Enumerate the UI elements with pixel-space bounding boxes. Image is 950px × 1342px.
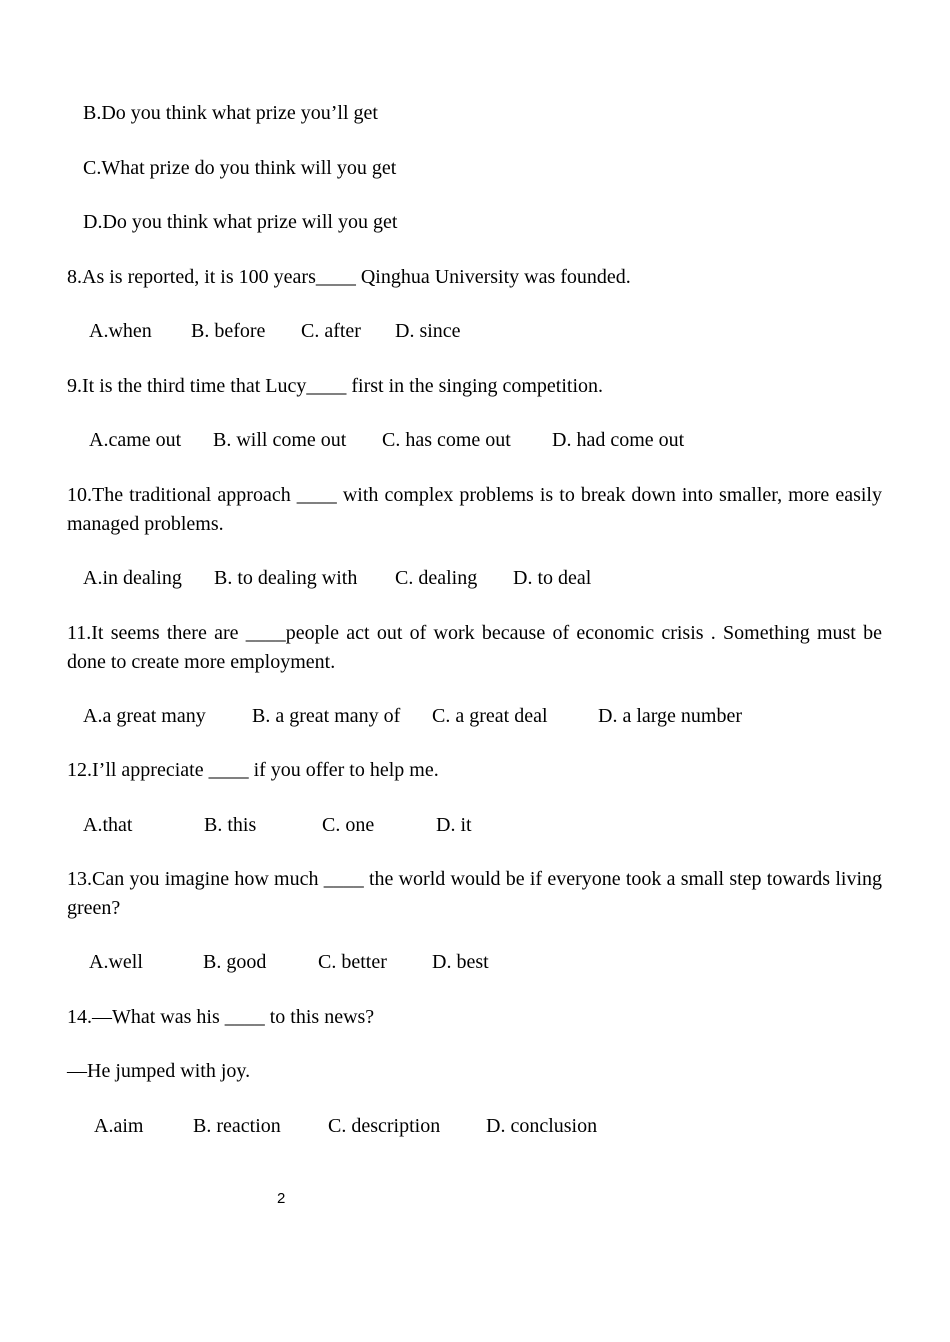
q11-option-d: D. a large number [598, 705, 743, 727]
q12-stem: 12.I’ll appreciate ____ if you offer to help me. [67, 759, 439, 781]
q9-option-d: D. had come out [552, 429, 685, 451]
q7-option-c: C.What prize do you think will you get [83, 157, 397, 179]
q13-stem: 13.Can you imagine how much ____ the world would be if everyone took a small step towards living green? [67, 868, 882, 919]
q13-option-c: C. better [318, 951, 387, 973]
q9-option-a: A.came out [89, 429, 182, 451]
q10-stem: 10.The traditional approach ____ with complex problems is to break down into smaller, more easily managed problems. [67, 484, 882, 535]
q8-option-a: A.when [89, 320, 152, 342]
q9-option-b: B. will come out [213, 429, 347, 451]
q11-option-c: C. a great deal [432, 705, 548, 727]
q14-stem: 14.—What was his ____ to this news? [67, 1006, 375, 1028]
q8-option-d: D. since [395, 320, 461, 342]
q12-option-b: B. this [204, 814, 257, 836]
q10-option-c: C. dealing [395, 567, 478, 589]
q9-option-c: C. has come out [382, 429, 511, 451]
q14-reply: —He jumped with joy. [67, 1060, 251, 1082]
q13-option-b: B. good [203, 951, 267, 973]
page-number: 2 [277, 1190, 286, 1207]
q7-option-d: D.Do you think what prize will you get [83, 211, 398, 233]
q8-option-b: B. before [191, 320, 266, 342]
q14-option-d: D. conclusion [486, 1115, 598, 1137]
q11-option-a: A.a great many [83, 705, 206, 727]
q7-option-b: B.Do you think what prize you’ll get [83, 102, 378, 124]
q8-stem: 8.As is reported, it is 100 years____ Qinghua University was founded. [67, 266, 631, 288]
q8-option-c: C. after [301, 320, 361, 342]
q12-option-c: C. one [322, 814, 375, 836]
q13-option-a: A.well [89, 951, 143, 973]
q14-option-c: C. description [328, 1115, 441, 1137]
q11-stem: 11.It seems there are ____people act out of work because of economic crisis . Something must be done to create more employment. [67, 622, 882, 673]
q11-option-b: B. a great many of [252, 705, 401, 727]
q10-option-a: A.in dealing [83, 567, 182, 589]
q12-option-d: D. it [436, 814, 472, 836]
q9-stem: 9.It is the third time that Lucy____ first in the singing competition. [67, 375, 604, 397]
q12-option-a: A.that [83, 814, 133, 836]
q14-option-b: B. reaction [193, 1115, 281, 1137]
q14-option-a: A.aim [94, 1115, 144, 1137]
q10-option-b: B. to dealing with [214, 567, 358, 589]
q10-option-d: D. to deal [513, 567, 592, 589]
q13-option-d: D. best [432, 951, 489, 973]
